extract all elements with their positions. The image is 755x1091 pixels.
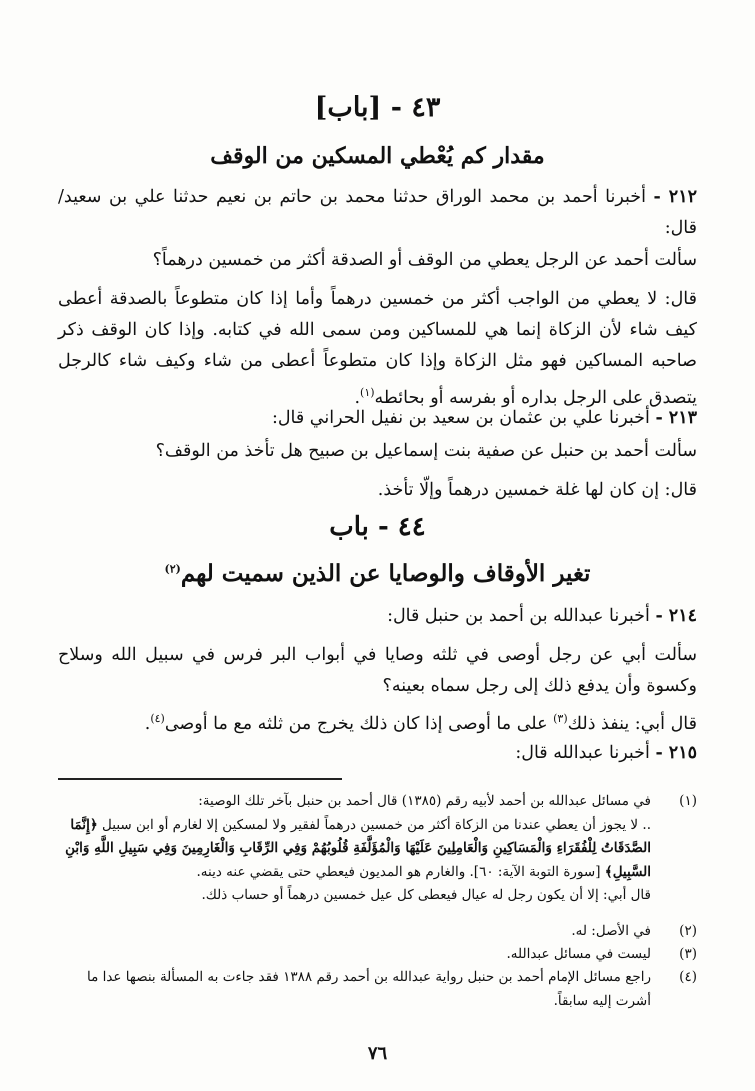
- footnote-line: [58, 814, 651, 885]
- footnote-ref: (٢): [164, 562, 181, 576]
- hadith-number: ٢١٢ -: [653, 187, 697, 207]
- footnote-line: في مسائل عبدالله بن أحمد لأبيه رقم (١٣٨٥) قال أحمد بن حنبل بآخر تلك الوصية:: [198, 793, 651, 809]
- answer-text-cont: على ما أوصى إذا كان ذلك يخرج من ثلثه مع ما أوصى: [164, 713, 554, 734]
- footnote-ref: (١): [360, 386, 375, 399]
- answer-text: قال: لا يعطي من الواجب أكثر من خمسين درهماً وأما إذا كان متطوعاً بالصدقة أعطى كيف شاء لأن الزكاة إنما هي للمساكين ومن سمى الله في كتابه. وإذا كان الوقف ذكر صاحبه المساكين فهو مثل الزكاة وإذا كان متطوعاً أعطى من شاء وكيف شاء كالرجل يتصدق على الرجل بداره أو بفرسه أو بحائطه: [58, 289, 697, 408]
- chapter-title-44: [58, 560, 697, 587]
- hadith-number: ٢١٣ -: [655, 408, 697, 428]
- footnote-text: راجع مسائل الإمام أحمد بن حنبل رواية عبدالله بن أحمد رقم ١٣٨٨ فقد جاءت به المسألة بنصها عدا ما أشرت إليه سابقاً.: [86, 969, 651, 1009]
- footnote-text: [سورة التوبة الآية: ٦٠]. والغارم هو المديون فيعطي حتى يقضي عنه دينه.: [196, 863, 601, 880]
- footnote-text: ليست في مسائل عبدالله.: [506, 946, 651, 962]
- footnote-body: [58, 790, 651, 908]
- isnad-text: أخبرنا علي بن عثمان بن سعيد بن نفيل الحراني قال:: [271, 408, 650, 428]
- chapter-heading-44: ٤٤ - باب: [329, 512, 426, 542]
- footnote-number: (٤): [679, 969, 697, 985]
- footnote-ref: (٣): [553, 712, 568, 725]
- answer-text: قال أبي: ينفذ ذلك: [567, 713, 697, 734]
- isnad-text: أخبرنا عبدالله قال:: [515, 743, 650, 763]
- book-page: [58, 0, 697, 1091]
- paragraph-213: [58, 403, 697, 434]
- isnad-text: أخبرنا أحمد بن محمد الوراق حدثنا محمد بن حاتم بن نعيم حدثنا علي بن سعيد/ قال:: [58, 187, 697, 238]
- quran-verse: ﴿إِنَّمَا الصَّدَقَاتُ لِلْفُقَرَاءِ وَالْمَسَاكِينِ وَالْعَامِلِينَ عَلَيْهَا وَالْمُؤَلَّفَةِ قُلُوبُهُمْ وَفِي الرِّقَابِ وَالْغَارِمِينَ وَفِي سَبِيلِ اللَّهِ وَابْنِ السَّبِيلِ﴾: [65, 816, 651, 880]
- isnad-text: أخبرنا عبدالله بن أحمد بن حنبل قال:: [387, 606, 650, 626]
- footnote-2: [58, 920, 697, 944]
- hadith-number: ٢١٥ -: [655, 743, 697, 763]
- footnote-number: (٣): [679, 946, 697, 962]
- footnote-text: في الأصل: له.: [571, 923, 651, 939]
- hadith-number: ٢١٤ -: [655, 606, 697, 626]
- question-213: سألت أحمد بن حنبل عن صفية بنت إسماعيل بن صبيح هل تأخذ من الوقف؟: [155, 441, 697, 461]
- answer-end: .: [354, 387, 361, 408]
- chapter-title-text: تغير الأوقاف والوصايا عن الذين سميت لهم: [180, 560, 591, 587]
- answer-end: .: [144, 713, 151, 734]
- paragraph-212: [58, 182, 697, 244]
- chapter-title-43: مقدار كم يُعْطي المسكين من الوقف: [210, 143, 545, 169]
- question-212: سألت أحمد عن الرجل يعطي من الوقف أو الصدقة أكثر من خمسين درهماً؟: [152, 250, 697, 270]
- footnote-3: [58, 943, 697, 967]
- paragraph-214: [58, 601, 697, 632]
- question-214: سألت أبي عن رجل أوصى في ثلثه وصايا في أبواب البر فرس في سبيل الله وسلاح وكسوة وأن يدفع ذلك إلى رجل سماه بعينه؟: [58, 645, 697, 696]
- footnote-line: قال أبي: إلا أن يكون رجل له عيال فيعطى كل عيل خمسين درهماً أو حساب ذلك.: [201, 887, 651, 903]
- answer-214: [58, 703, 697, 740]
- footnote-number: (١): [679, 793, 697, 809]
- answer-212: [58, 284, 697, 414]
- footnote-4: [58, 966, 697, 1013]
- footnote-1: [58, 790, 697, 908]
- chapter-heading-43: ٤٣ - [باب]: [314, 92, 441, 123]
- page-number: ٧٦: [367, 1043, 388, 1064]
- answer-213: قال: إن كان لها غلة خمسين درهماً وإلّا تأخذ.: [377, 480, 697, 500]
- footnote-number: (٢): [679, 923, 697, 939]
- footnote-text: .. لا يجوز أن يعطي عندنا من الزكاة أكثر من خمسين درهماً لفقير ولا لمسكين إلا لغارم أو ابن سبيل: [102, 816, 651, 833]
- paragraph-215: [58, 738, 697, 769]
- footnote-separator: [58, 778, 342, 780]
- footnote-ref: (٤): [150, 712, 165, 725]
